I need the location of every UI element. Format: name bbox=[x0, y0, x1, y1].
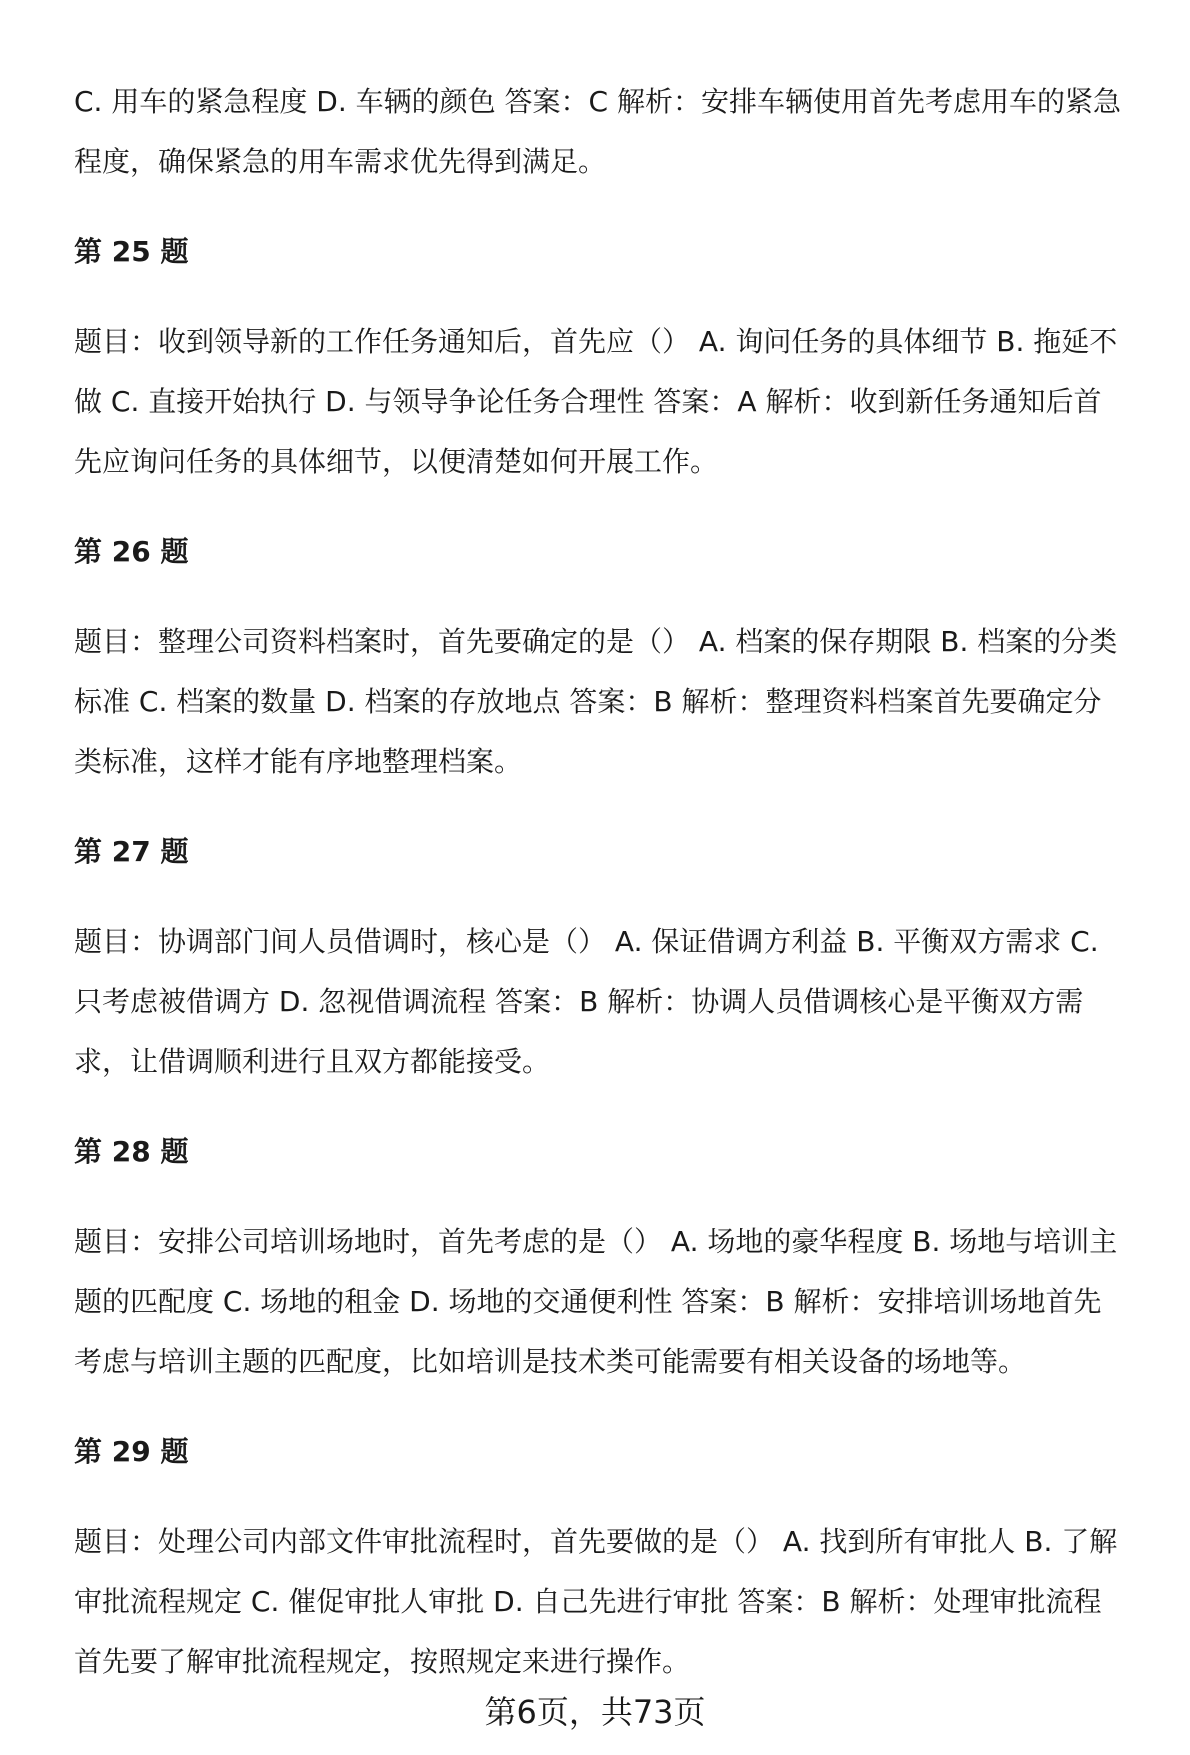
question-28 bbox=[74, 1122, 1126, 1392]
question-body: 题目：安排公司培训场地时，首先考虑的是（） A. 场地的豪华程度 B. 场地与培训主题的匹配度 C. 场地的租金 D. 场地的交通便利性 答案：B 解析：安排培训场地首先考虑与培训主题的匹配度，比如培训是技术类可能需要有相关设备的场地等。 bbox=[74, 1225, 1118, 1378]
page-number-footer: 第6页，共73页 bbox=[484, 1693, 706, 1731]
question-body: 题目：整理公司资料档案时，首先要确定的是（） A. 档案的保存期限 B. 档案的分类标准 C. 档案的数量 D. 档案的存放地点 答案：B 解析：整理资料档案首先要确定分类标准，这样才能有序地整理档案。 bbox=[74, 625, 1118, 778]
question-body: 题目：协调部门间人员借调时，核心是（） A. 保证借调方利益 B. 平衡双方需求 C. 只考虑被借调方 D. 忽视借调流程 答案：B 解析：协调人员借调核心是平衡双方需求，让借调顺利进行且双方都能接受。 bbox=[74, 925, 1099, 1078]
question-body: 题目：处理公司内部文件审批流程时，首先要做的是（） A. 找到所有审批人 B. 了解审批流程规定 C. 催促审批人审批 D. 自己先进行审批 答案：B 解析：处理审批流程首先要了解审批流程规定，按照规定来进行操作。 bbox=[74, 1525, 1118, 1678]
intro-paragraph: C. 用车的紧急程度 D. 车辆的颜色 答案：C 解析：安排车辆使用首先考虑用车的紧急程度，确保紧急的用车需求优先得到满足。 bbox=[74, 85, 1121, 178]
question-29 bbox=[74, 1422, 1126, 1692]
question-heading: 第 25 题 bbox=[74, 235, 189, 268]
question-26 bbox=[74, 522, 1126, 792]
question-27 bbox=[74, 822, 1126, 1092]
question-body: 题目：收到领导新的工作任务通知后，首先应（） A. 询问任务的具体细节 B. 拖延不做 C. 直接开始执行 D. 与领导争论任务合理性 答案：A 解析：收到新任务通知后首先应询问任务的具体细节，以便清楚如何开展工作。 bbox=[74, 325, 1118, 478]
question-heading: 第 26 题 bbox=[74, 535, 189, 568]
question-heading: 第 27 题 bbox=[74, 835, 189, 868]
question-heading: 第 28 题 bbox=[74, 1135, 189, 1168]
question-heading: 第 29 题 bbox=[74, 1435, 189, 1468]
question-25 bbox=[74, 222, 1126, 492]
